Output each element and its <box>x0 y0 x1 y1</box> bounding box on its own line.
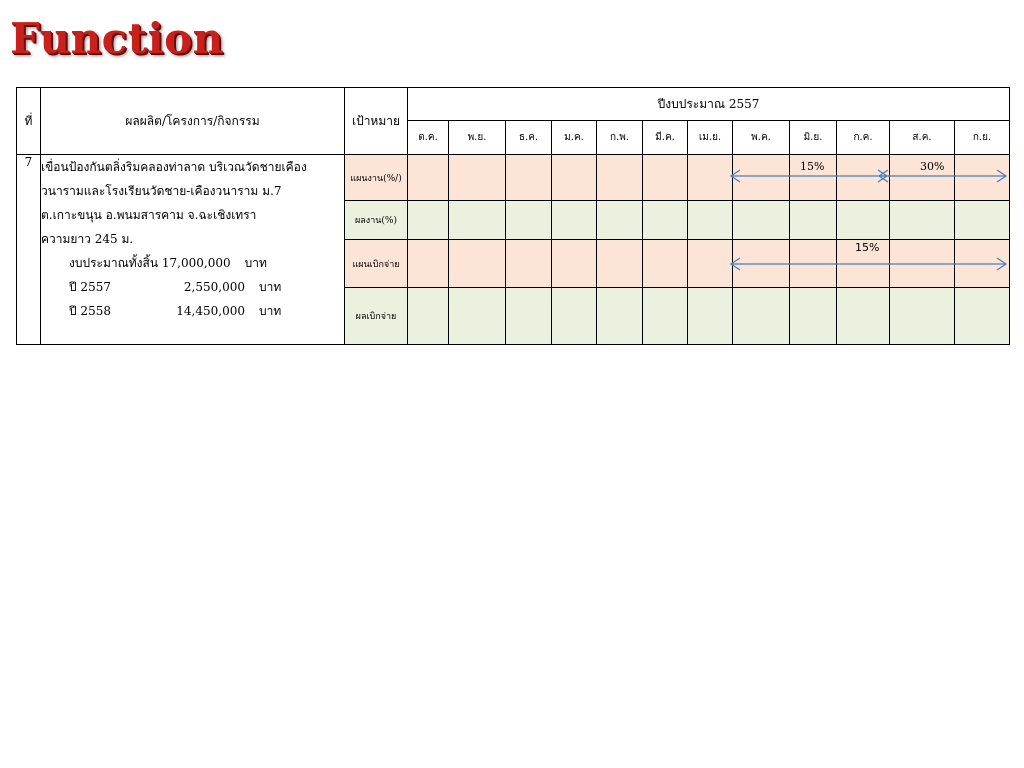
month-header: ก.พ. <box>597 121 643 155</box>
header-project: ผลผลิต/โครงการ/กิจกรรม <box>41 88 345 155</box>
month-cell <box>552 201 597 240</box>
budget-total <box>41 251 344 275</box>
month-cell <box>890 201 955 240</box>
month-cell <box>837 288 890 345</box>
month-cell <box>506 240 552 288</box>
month-cell <box>733 201 790 240</box>
month-cell <box>552 155 597 201</box>
budget-total-unit: บาท <box>244 256 267 270</box>
month-cell <box>837 155 890 201</box>
disbursement-percent-label: 15% <box>855 241 880 254</box>
month-cell <box>733 240 790 288</box>
month-cell <box>408 155 449 201</box>
slide-title: Function <box>10 14 224 63</box>
month-cell <box>408 240 449 288</box>
header-fiscal-year: ปีงบประมาณ 2557 <box>408 88 1010 121</box>
month-cell <box>955 155 1010 201</box>
target-plan: แผนงาน(%/) <box>345 155 408 201</box>
plan-percent-label: 15% <box>800 160 825 173</box>
month-cell <box>643 155 688 201</box>
month-cell <box>688 288 733 345</box>
plan-percent-label: 30% <box>920 160 945 173</box>
budget-year-unit: บาท <box>259 304 282 318</box>
month-cell <box>506 288 552 345</box>
budget-year-unit: บาท <box>259 280 282 294</box>
month-header: ส.ค. <box>890 121 955 155</box>
month-cell <box>955 240 1010 288</box>
month-cell <box>733 288 790 345</box>
month-header: ก.ค. <box>837 121 890 155</box>
month-header: ธ.ค. <box>506 121 552 155</box>
month-cell <box>688 240 733 288</box>
month-cell <box>790 288 837 345</box>
header-target: เป้าหมาย <box>345 88 408 155</box>
month-cell <box>408 288 449 345</box>
budget-year-amount: 2,550,000 <box>183 280 245 294</box>
month-cell <box>890 240 955 288</box>
project-line: ต.เกาะขนุน อ.พนมสารคาม จ.ฉะเชิงเทรา <box>41 208 257 222</box>
budget-year <box>41 299 344 323</box>
month-cell <box>449 288 506 345</box>
budget-total-amount: 17,000,000 <box>161 256 231 270</box>
month-header: พ.ย. <box>449 121 506 155</box>
month-cell <box>643 201 688 240</box>
month-cell <box>597 155 643 201</box>
month-header: มิ.ย. <box>790 121 837 155</box>
month-cell <box>552 288 597 345</box>
month-cell <box>597 201 643 240</box>
month-cell <box>449 240 506 288</box>
target-disbursement-result: ผลเบิกจ่าย <box>345 288 408 345</box>
month-cell <box>955 201 1010 240</box>
budget-total-label: งบประมาณทั้งสิ้น <box>69 256 159 270</box>
month-cell <box>506 155 552 201</box>
month-cell <box>597 240 643 288</box>
month-cell <box>449 201 506 240</box>
budget-year-label: ปี 2558 <box>69 304 111 318</box>
month-cell <box>688 201 733 240</box>
month-header: ต.ค. <box>408 121 449 155</box>
month-header: ม.ค. <box>552 121 597 155</box>
month-header: เม.ย. <box>688 121 733 155</box>
project-line: เขื่อนป้องกันตลิ่งริมคลองท่าลาด บริเวณวัดชายเคือง <box>41 160 307 174</box>
month-cell <box>597 288 643 345</box>
month-cell <box>790 201 837 240</box>
plan-table <box>16 87 1010 345</box>
month-cell <box>790 240 837 288</box>
row-seq: 7 <box>17 155 41 345</box>
header-seq: ที่ <box>17 88 41 155</box>
month-header: มี.ค. <box>643 121 688 155</box>
month-header: พ.ค. <box>733 121 790 155</box>
budget-year-amount: 14,450,000 <box>176 304 245 318</box>
month-cell <box>688 155 733 201</box>
month-cell <box>890 288 955 345</box>
target-result: ผลงาน(%) <box>345 201 408 240</box>
table-row <box>17 155 1010 201</box>
month-cell <box>955 288 1010 345</box>
project-line: ความยาว 245 ม. <box>41 232 134 246</box>
target-disbursement-plan: แผนเบิกจ่าย <box>345 240 408 288</box>
month-cell <box>733 155 790 201</box>
month-cell <box>408 201 449 240</box>
month-cell <box>643 288 688 345</box>
budget-year-label: ปี 2557 <box>69 280 111 294</box>
plan-table-wrapper <box>16 87 1009 345</box>
month-header: ก.ย. <box>955 121 1010 155</box>
project-description <box>41 155 345 345</box>
budget-year <box>41 275 344 299</box>
month-cell <box>552 240 597 288</box>
month-cell <box>506 201 552 240</box>
month-cell <box>643 240 688 288</box>
project-line: วนารามและโรงเรียนวัดชาย-เคืองวนาราม ม.7 <box>41 184 282 198</box>
month-cell <box>449 155 506 201</box>
month-cell <box>837 201 890 240</box>
